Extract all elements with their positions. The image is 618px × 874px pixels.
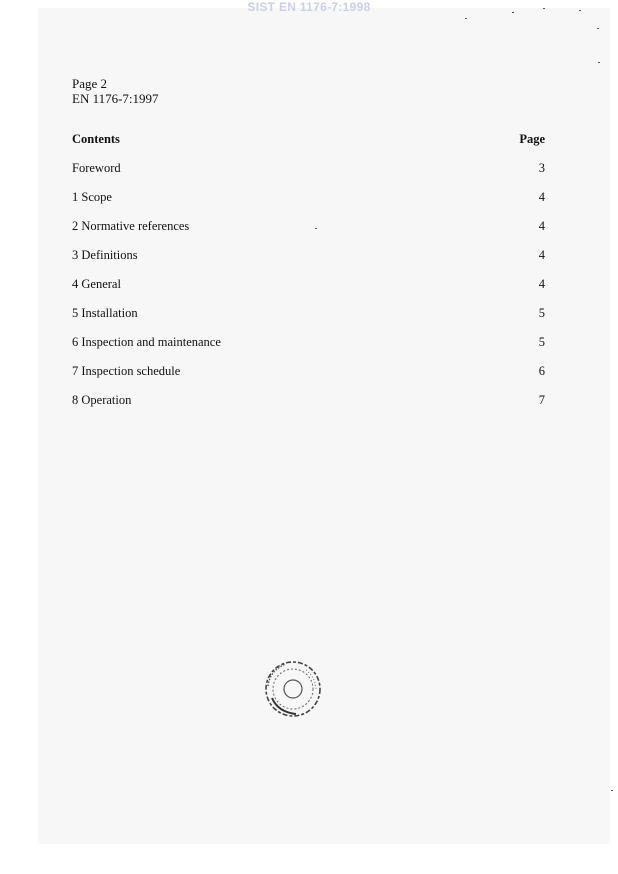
toc-entry	[72, 306, 545, 335]
toc-entry-label: 8 Operation	[72, 393, 132, 407]
page-header	[72, 76, 159, 106]
toc-entry-label: 2 Normative references	[72, 219, 190, 233]
toc-entry-label: 6 Inspection and maintenance	[72, 335, 221, 349]
table-of-contents	[72, 132, 545, 422]
watermark: SIST EN 1176-7:1998	[247, 0, 371, 14]
toc-entry-label: 4 General	[72, 277, 121, 291]
toc-entry-page: 4	[538, 248, 545, 262]
toc-entry-label: 1 Scope	[72, 190, 112, 204]
toc-entry-page: 6	[538, 364, 545, 378]
toc-entry	[72, 335, 545, 364]
scan-speck	[598, 62, 600, 63]
scan-speck	[315, 228, 317, 229]
toc-entry-page: 4	[538, 219, 545, 233]
toc-entry	[72, 248, 545, 277]
scan-speck	[597, 28, 599, 29]
standard-id: EN 1176-7:1997	[72, 91, 159, 106]
contents-title: Contents	[72, 132, 120, 146]
toc-entry-page: 4	[538, 190, 545, 204]
toc-entry-page: 3	[538, 161, 545, 175]
contents-header	[72, 132, 545, 161]
page-column-label: Page	[519, 132, 545, 146]
scan-speck	[543, 8, 545, 9]
page-number: Page 2	[72, 76, 108, 91]
toc-entry-page: 5	[538, 306, 545, 320]
toc-entry-label: 7 Inspection schedule	[72, 364, 181, 378]
toc-entry-page: 4	[538, 277, 545, 291]
toc-entry-page: 7	[538, 393, 545, 407]
toc-entry	[72, 161, 545, 190]
seal-stamp-icon	[262, 658, 324, 720]
toc-entry	[72, 277, 545, 306]
toc-entry	[72, 219, 545, 248]
scan-speck	[611, 790, 613, 791]
scan-speck	[512, 12, 514, 13]
toc-entry-page: 5	[538, 335, 545, 349]
scan-speck	[465, 18, 467, 19]
toc-entry-label: 3 Definitions	[72, 248, 138, 262]
toc-entry	[72, 190, 545, 219]
toc-entry	[72, 364, 545, 393]
toc-entry-label: 5 Installation	[72, 306, 138, 320]
scan-speck	[579, 10, 581, 11]
toc-entry	[72, 393, 545, 422]
toc-entry-label: Foreword	[72, 161, 121, 175]
